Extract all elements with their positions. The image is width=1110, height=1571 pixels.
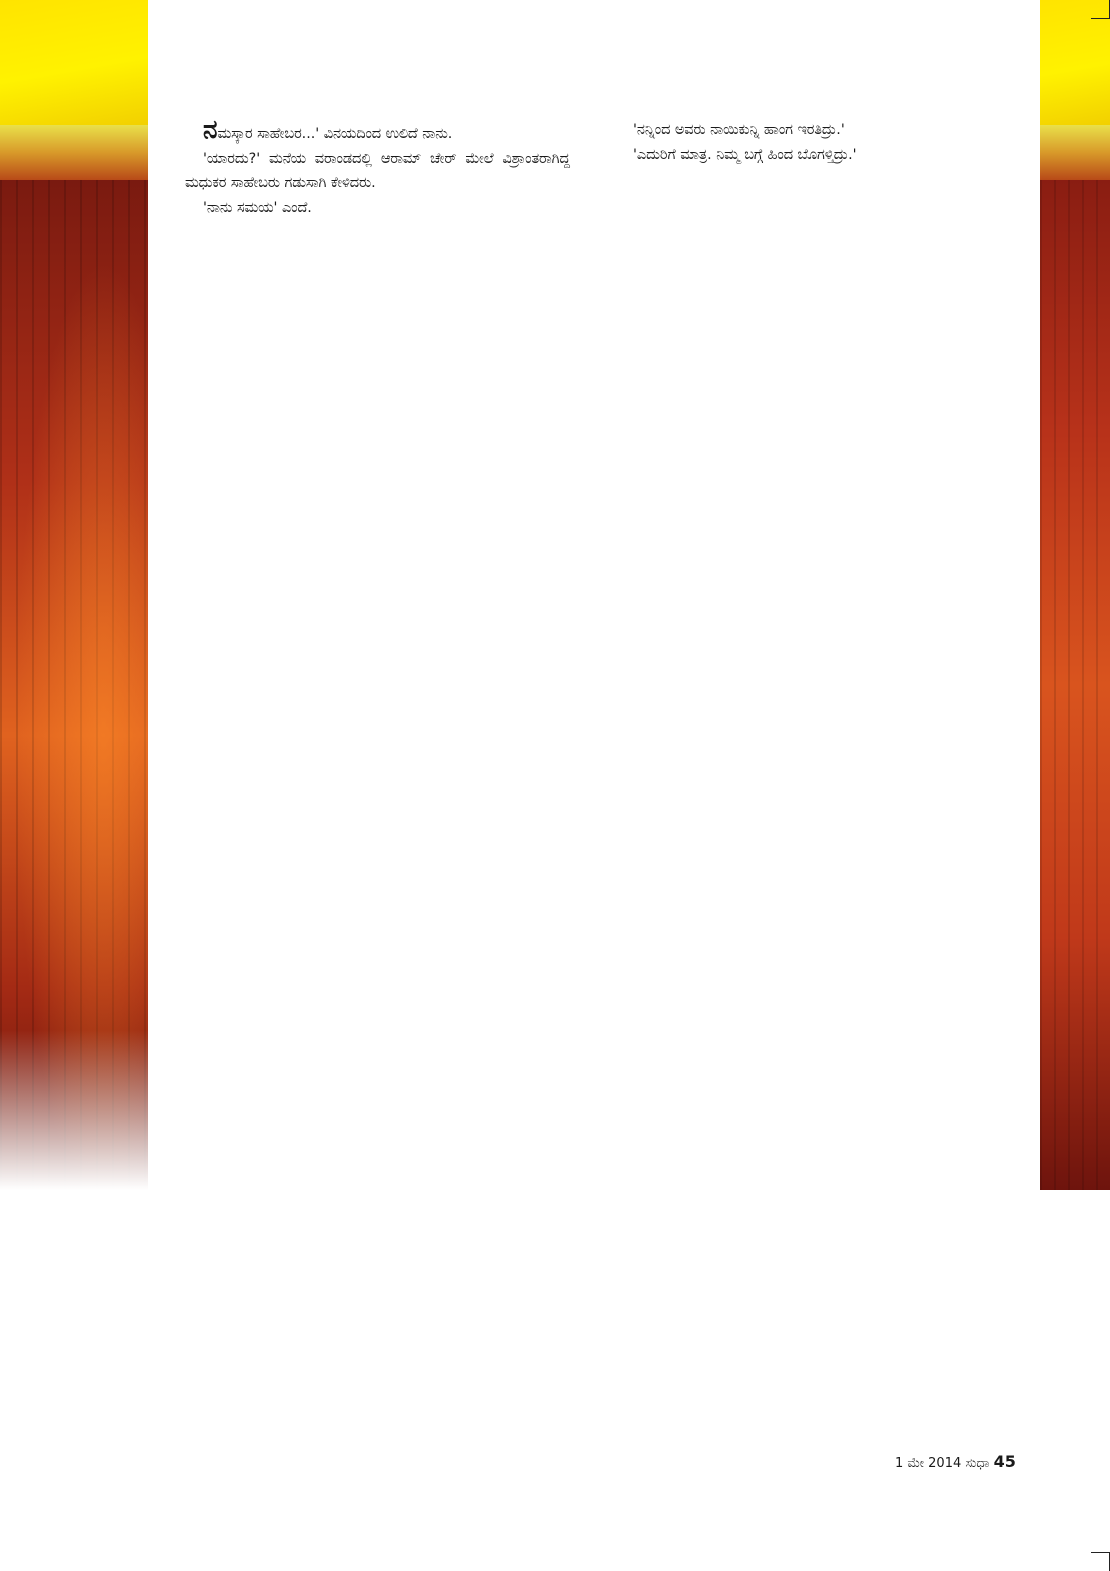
crop-mark-bottom-right bbox=[1091, 1552, 1110, 1571]
magazine-name: ಸುಧಾ bbox=[965, 1456, 990, 1471]
left-decorative-strip bbox=[0, 0, 148, 1190]
story-column-left bbox=[185, 115, 570, 220]
story-column-right bbox=[615, 118, 1000, 167]
paragraph: 'ಎದುರಿಗೆ ಮಾತ್ರ. ನಿಮ್ಮ ಬಗ್ಗೆ ಹಿಂದ ಬೊಗಳ್ತಿದ್ರು.' bbox=[633, 146, 857, 163]
page-footer bbox=[895, 1452, 1016, 1471]
drop-cap: ನ bbox=[203, 115, 218, 145]
crop-mark-top-right bbox=[1091, 0, 1110, 19]
opening-paragraph: ನಮಸ್ಕಾರ ಸಾಹೇಬರ...' ವಿನಯದಿಂದ ಉಲಿದೆ ನಾನು. bbox=[203, 115, 453, 145]
issue-date: 1 ಮೇ 2014 bbox=[895, 1456, 962, 1471]
paragraph: 'ನನ್ನಿಂದ ಅವರು ನಾಯಿಕುನ್ನಿ ಹಾಂಗ ಇರತಿದ್ರು.' bbox=[633, 122, 845, 138]
page-number: 45 bbox=[993, 1452, 1016, 1471]
paragraph: 'ಯಾರದು?' ಮನೆಯ ವರಾಂಡದಲ್ಲಿ ಆರಾಮ್ ಚೇರ್ ಮೇಲೆ ವಿಶ್ರಾಂತರಾಗಿದ್ದ ಮಧುಕರ ಸಾಹೇಬರು ಗಡುಸಾಗಿ ಕೇಳಿದರು. bbox=[185, 150, 570, 192]
right-decorative-strip bbox=[1040, 0, 1110, 1190]
paragraph: 'ನಾನು ಸಮಯ' ಎಂದೆ. bbox=[203, 199, 312, 216]
